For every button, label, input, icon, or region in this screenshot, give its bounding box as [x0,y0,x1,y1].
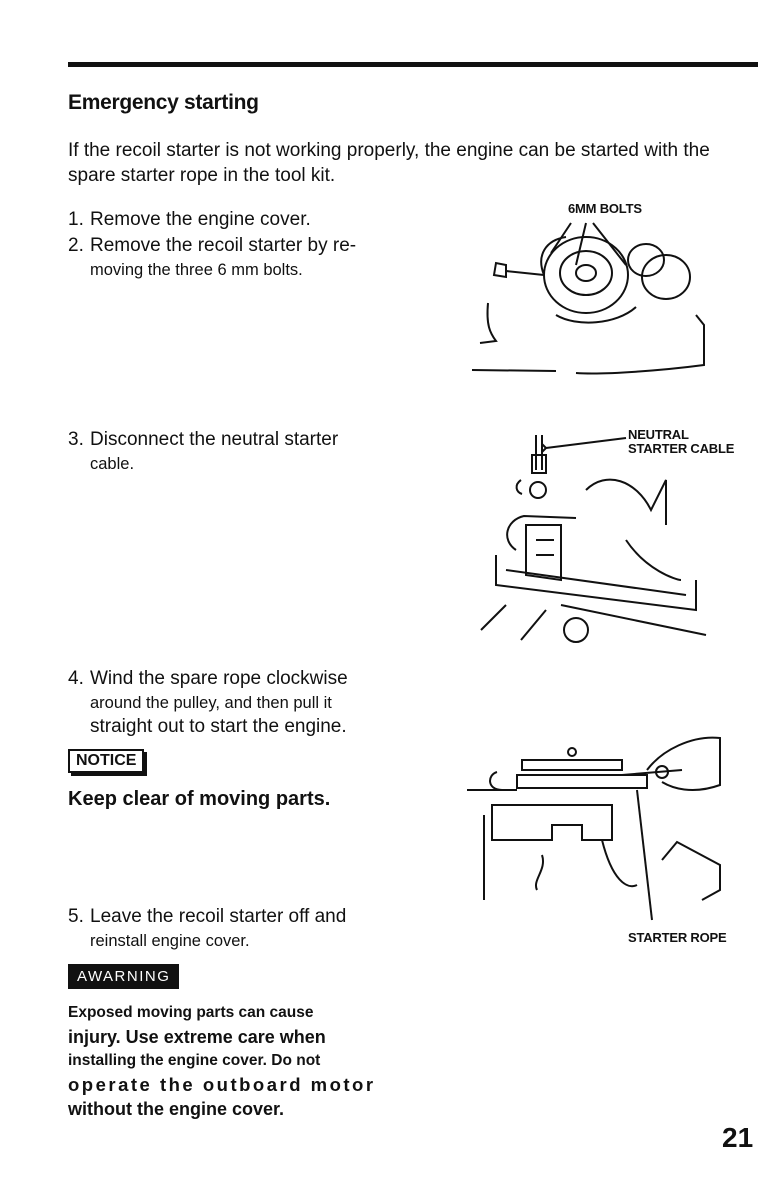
step-text: reinstall engine cover. [90,932,250,950]
warning-line: without the engine cover. [68,1099,285,1119]
warning-line: operate the outboard motor [68,1074,376,1095]
top-rule [68,62,758,67]
recoil-starter-illustration [466,215,716,390]
step-text: Remove the engine cover. [90,209,311,230]
step-text: around the pulley, and then pull it [90,694,332,712]
warning-line: Exposed moving parts can cause [68,1004,314,1021]
fig2-label-line2: STARTER CABLE [628,441,735,456]
step-1 [68,208,311,232]
section-title: Emergency starting [68,91,259,114]
fig1-label: 6MM BOLTS [568,201,642,216]
step-number: 5. [68,906,84,927]
step-number: 2. [68,235,84,256]
step-text: Remove the recoil starter by re- [90,235,357,256]
step-number: 1. [68,209,84,230]
step-number: 3. [68,429,84,450]
starter-rope-illustration [462,730,727,930]
step-number: 4. [68,668,84,689]
step-text: straight out to start the engine. [90,716,347,737]
step-2 [68,234,423,282]
fig3-label: STARTER ROPE [628,930,727,945]
neutral-cable-illustration [476,430,716,650]
step-text: moving the three 6 mm bolts. [90,261,303,279]
page-number: 21 [722,1122,754,1153]
step-4 [68,667,428,739]
step-text: Disconnect the neutral starter [90,429,339,450]
step-3 [68,428,423,476]
notice-badge: NOTICE [68,749,144,773]
intro-paragraph: If the recoil starter is not working properly, the engine can be started with the spare starter rope in the tool kit. [68,140,710,186]
step-text: Leave the recoil starter off and [90,906,347,927]
warning-badge: AWARNING [68,964,179,989]
warning-line: installing the engine cover. Do not [68,1052,321,1069]
step-text: cable. [90,455,135,473]
notice-text: Keep clear of moving parts. [68,788,331,810]
step-5 [68,905,423,953]
warning-line: injury. Use extreme care when [68,1027,326,1047]
warning-text [68,1001,423,1121]
step-text: Wind the spare rope clockwise [90,668,348,689]
fig2-label-line1: NEUTRAL [628,427,689,442]
